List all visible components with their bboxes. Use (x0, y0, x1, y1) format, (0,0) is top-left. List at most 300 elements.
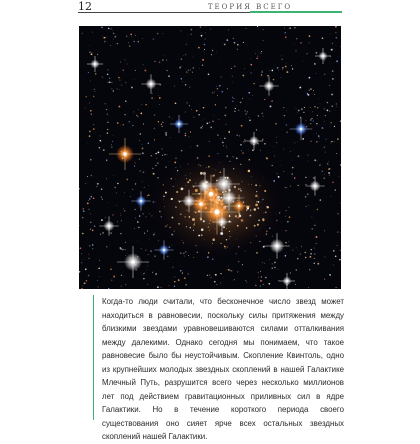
background-star (94, 128, 95, 129)
background-star (187, 273, 189, 275)
background-star (133, 111, 134, 112)
background-star (246, 113, 247, 114)
background-star (231, 68, 232, 69)
background-star (284, 115, 285, 116)
background-star (138, 41, 139, 42)
background-star (208, 226, 210, 228)
background-star (98, 268, 99, 269)
background-star (318, 135, 320, 137)
background-star (288, 207, 289, 208)
background-star (313, 177, 315, 179)
background-star (232, 280, 233, 281)
background-star (328, 168, 330, 170)
background-star (202, 64, 203, 65)
background-star (324, 74, 325, 75)
background-star (139, 133, 141, 135)
background-star (277, 202, 278, 203)
background-star (245, 251, 246, 252)
background-star (332, 78, 334, 80)
background-star (229, 161, 230, 162)
background-star (135, 217, 136, 218)
background-star (238, 261, 239, 262)
background-star (311, 118, 312, 119)
background-star (340, 46, 341, 47)
background-star (264, 212, 265, 213)
background-star (271, 100, 273, 102)
background-star (190, 131, 191, 132)
cluster-star (212, 176, 213, 177)
background-star (125, 82, 126, 83)
cluster-star (187, 181, 189, 183)
background-star (248, 184, 249, 185)
background-star (90, 222, 91, 223)
background-star (154, 128, 155, 129)
background-star (115, 36, 117, 38)
cluster-star (255, 195, 258, 198)
background-star (238, 246, 240, 248)
background-star (144, 233, 145, 234)
background-star (335, 189, 336, 190)
background-star (86, 280, 88, 282)
background-star (92, 230, 94, 232)
background-star (93, 128, 95, 130)
background-star (181, 150, 183, 152)
background-star (332, 43, 333, 44)
background-star (255, 53, 256, 54)
background-star (272, 263, 273, 264)
background-star (139, 215, 141, 217)
background-star (258, 194, 259, 195)
background-star (314, 92, 315, 93)
background-star (232, 97, 233, 98)
background-star (109, 232, 110, 233)
background-star (187, 102, 188, 103)
cluster-star (254, 225, 256, 227)
background-star (108, 82, 109, 83)
background-star (107, 69, 108, 70)
background-star (256, 201, 257, 202)
background-star (113, 276, 115, 278)
background-star (175, 167, 176, 168)
background-star (185, 185, 186, 186)
background-star (249, 159, 251, 161)
background-star (263, 116, 264, 117)
background-star (333, 250, 334, 251)
background-star (89, 135, 91, 137)
background-star (319, 142, 320, 143)
background-star (113, 135, 114, 136)
background-star (295, 284, 296, 285)
background-star (182, 81, 183, 82)
background-star (185, 133, 186, 134)
background-star (110, 268, 112, 270)
background-star (107, 132, 109, 134)
background-star (224, 246, 226, 248)
starfield-image (79, 26, 341, 289)
background-star (236, 238, 237, 239)
background-star (148, 194, 150, 196)
background-star (185, 135, 187, 137)
background-star (292, 160, 293, 161)
background-star (272, 165, 273, 166)
background-star (112, 90, 114, 92)
background-star (183, 55, 184, 56)
background-star (242, 152, 243, 153)
background-star (310, 141, 311, 142)
background-star (196, 245, 197, 246)
background-star (114, 187, 115, 188)
background-star (335, 255, 337, 257)
cluster-star (234, 186, 236, 188)
background-star (198, 114, 199, 115)
background-star (144, 273, 145, 274)
background-star (93, 197, 95, 199)
background-star (316, 123, 317, 124)
background-star (290, 151, 291, 152)
background-star (261, 74, 262, 75)
background-star (274, 156, 275, 157)
background-star (275, 123, 277, 125)
background-star (108, 202, 109, 203)
background-star (88, 275, 90, 277)
background-star (242, 264, 243, 265)
background-star (331, 94, 333, 96)
background-star (134, 165, 135, 166)
background-star (147, 284, 148, 285)
background-star (228, 30, 229, 31)
page-number: 12 (78, 1, 92, 13)
background-star (317, 115, 318, 116)
cluster-star (201, 228, 204, 231)
header-accent-rule (250, 11, 342, 13)
background-star (281, 56, 282, 57)
background-star (245, 280, 246, 281)
background-star (332, 181, 333, 182)
background-star (284, 28, 285, 29)
background-star (185, 251, 186, 252)
cluster-star (249, 215, 251, 217)
background-star (191, 109, 192, 110)
background-star (214, 115, 215, 116)
background-star (182, 240, 183, 241)
background-star (232, 101, 234, 103)
background-star (217, 88, 219, 90)
background-star (174, 161, 176, 163)
background-star (137, 241, 138, 242)
background-star (128, 42, 129, 43)
background-star (178, 279, 180, 281)
background-star (222, 172, 223, 173)
background-star (310, 123, 311, 124)
background-star (159, 97, 161, 99)
background-star (313, 90, 314, 91)
background-star (196, 110, 198, 112)
background-star (82, 33, 83, 34)
background-star (190, 69, 191, 70)
background-star (174, 281, 175, 282)
background-star (308, 287, 309, 288)
background-star (117, 88, 118, 89)
background-star (314, 253, 316, 255)
background-star (111, 280, 112, 281)
cluster-star (229, 231, 230, 232)
background-star (251, 176, 252, 177)
background-star (234, 279, 235, 280)
background-star (319, 164, 321, 166)
background-star (303, 61, 304, 62)
background-star (194, 117, 195, 118)
background-star (169, 161, 170, 162)
cluster-star (248, 170, 251, 173)
background-star (331, 141, 332, 142)
background-star (286, 71, 288, 73)
background-star (172, 118, 173, 119)
background-star (209, 71, 210, 72)
background-star (123, 69, 124, 70)
cluster-star (198, 164, 199, 165)
background-star (285, 32, 286, 33)
background-star (107, 74, 109, 76)
background-star (282, 69, 283, 70)
background-star (89, 245, 90, 246)
background-star (264, 143, 266, 145)
background-star (159, 61, 161, 63)
background-star (185, 111, 186, 112)
background-star (209, 230, 210, 231)
background-star (241, 150, 242, 151)
background-star (152, 168, 153, 169)
background-star (336, 287, 337, 288)
background-star (308, 161, 309, 162)
background-star (305, 252, 307, 254)
background-star (206, 26, 207, 27)
background-star (197, 252, 198, 253)
background-star (209, 223, 210, 224)
cluster-star (260, 185, 261, 186)
background-star (296, 269, 297, 270)
background-star (180, 166, 181, 167)
background-star (211, 54, 212, 55)
background-star (137, 116, 139, 118)
background-star (222, 142, 224, 144)
background-star (266, 233, 268, 235)
background-star (270, 212, 271, 213)
background-star (237, 49, 238, 50)
background-star (288, 241, 289, 242)
background-star (123, 209, 124, 210)
background-star (82, 217, 83, 218)
background-star (162, 122, 163, 123)
cluster-star (177, 170, 178, 171)
background-star (281, 59, 282, 60)
background-star (232, 76, 233, 77)
background-star (125, 100, 126, 101)
background-star (314, 94, 315, 95)
background-star (286, 230, 287, 231)
background-star (197, 157, 199, 159)
background-star (107, 122, 108, 123)
background-star (169, 116, 171, 118)
background-star (200, 127, 202, 129)
background-star (121, 84, 122, 85)
background-star (112, 141, 113, 142)
background-star (93, 124, 94, 125)
background-star (88, 209, 89, 210)
cluster-star (241, 219, 244, 222)
background-star (306, 53, 307, 54)
background-star (332, 48, 333, 49)
background-star (279, 212, 280, 213)
background-star (250, 72, 251, 73)
cluster-star (254, 208, 257, 211)
background-star (209, 141, 210, 142)
background-star (317, 161, 318, 162)
background-star (103, 37, 105, 39)
background-star (198, 47, 200, 49)
background-star (171, 217, 173, 219)
background-star (94, 91, 95, 92)
background-star (237, 271, 238, 272)
background-star (286, 66, 287, 67)
background-star (310, 256, 312, 258)
background-star (277, 67, 279, 69)
background-star (192, 79, 193, 80)
background-star (309, 90, 310, 91)
background-star (285, 66, 287, 68)
background-star (142, 181, 143, 182)
background-star (145, 250, 146, 251)
background-star (334, 141, 335, 142)
background-star (258, 115, 260, 117)
background-star (143, 278, 144, 279)
cluster-star (171, 198, 173, 200)
background-star (186, 178, 187, 179)
background-star (139, 206, 140, 207)
background-star (85, 268, 87, 270)
background-star (329, 85, 330, 86)
background-star (201, 35, 203, 37)
background-star (92, 248, 93, 249)
background-star (169, 262, 170, 263)
background-star (327, 102, 328, 103)
background-star (117, 221, 118, 222)
background-star (298, 155, 300, 157)
background-star (313, 120, 314, 121)
background-star (119, 89, 120, 90)
background-star (214, 91, 215, 92)
background-star (106, 246, 107, 247)
background-star (138, 110, 139, 111)
background-star (252, 95, 253, 96)
background-star (310, 253, 312, 255)
background-star (154, 61, 155, 62)
background-star (154, 114, 156, 116)
background-star (285, 216, 286, 217)
background-star (259, 229, 260, 230)
background-star (164, 206, 165, 207)
background-star (292, 68, 293, 69)
background-star (211, 277, 212, 278)
background-star (316, 243, 317, 244)
background-star (151, 155, 152, 156)
background-star (269, 259, 270, 260)
background-star (112, 30, 113, 31)
background-star (248, 92, 250, 94)
background-star (175, 158, 176, 159)
cluster-star (233, 168, 234, 169)
background-star (155, 273, 157, 275)
background-star (252, 149, 254, 151)
background-star (228, 269, 230, 271)
background-star (298, 110, 300, 112)
background-star (193, 257, 194, 258)
background-star (170, 178, 172, 180)
background-star (212, 50, 214, 52)
background-star (296, 108, 297, 109)
background-star (329, 111, 330, 112)
background-star (292, 167, 294, 169)
background-star (232, 156, 234, 158)
background-star (162, 155, 163, 156)
background-star (243, 141, 245, 143)
background-star (249, 99, 250, 100)
cluster-star (240, 190, 242, 192)
background-star (154, 233, 155, 234)
background-star (305, 177, 306, 178)
background-star (295, 44, 296, 45)
background-star (281, 77, 282, 78)
background-star (297, 258, 298, 259)
background-star (163, 200, 164, 201)
background-star (140, 170, 141, 171)
background-star (264, 263, 265, 264)
background-star (336, 60, 338, 62)
background-star (200, 26, 202, 28)
background-star (236, 105, 237, 106)
background-star (234, 66, 235, 67)
background-star (286, 210, 287, 211)
background-star (190, 173, 191, 174)
cluster-star (189, 216, 190, 217)
cluster-star (238, 188, 240, 190)
background-star (117, 43, 118, 44)
background-star (149, 239, 150, 240)
background-star (106, 109, 107, 110)
background-star (184, 256, 185, 257)
background-star (286, 124, 288, 126)
background-star (111, 82, 112, 83)
background-star (112, 214, 114, 216)
background-star (324, 174, 325, 175)
background-star (121, 286, 122, 287)
background-star (126, 36, 127, 37)
background-star (90, 81, 91, 82)
background-star (207, 256, 209, 258)
cluster-star (240, 164, 241, 165)
background-star (214, 281, 216, 283)
background-star (310, 88, 312, 90)
background-star (212, 121, 213, 122)
background-star (337, 245, 338, 246)
background-star (146, 269, 147, 270)
cluster-star (219, 171, 221, 173)
background-star (332, 106, 333, 107)
background-star (303, 112, 304, 113)
background-star (280, 165, 281, 166)
background-star (323, 177, 324, 178)
background-star (196, 145, 198, 147)
background-star (185, 175, 186, 176)
